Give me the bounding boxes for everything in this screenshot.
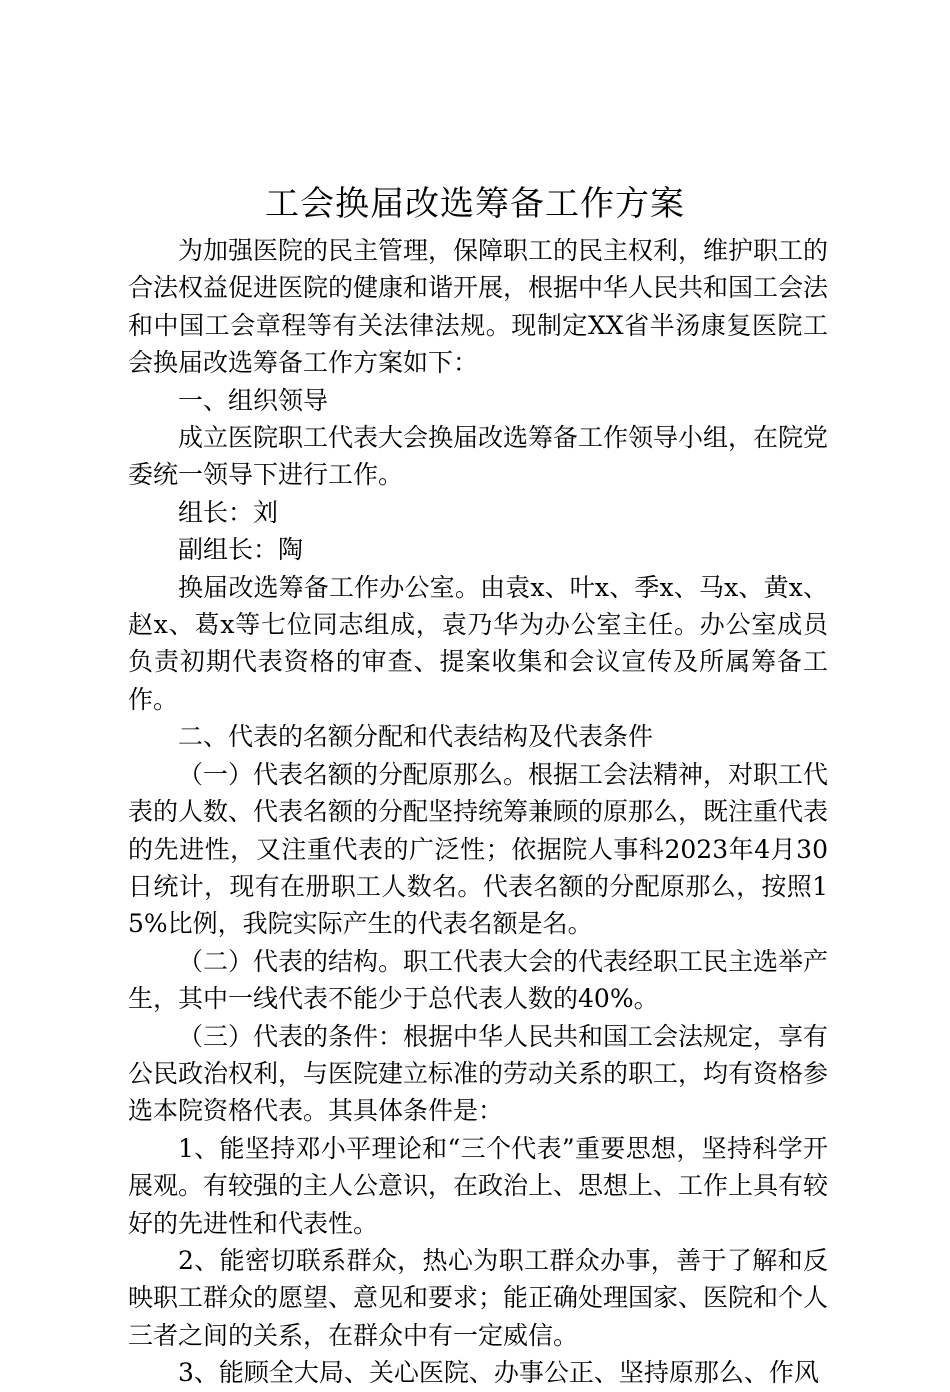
document-body <box>128 232 828 1392</box>
paragraph-leading-group: 成立医院职工代表大会换届改选筹备工作领导小组，在院党委统一领导下进行工作。 <box>128 423 829 490</box>
intro-paragraph: 为加强医院的民主管理，保障职工的民主权利，维护职工的合法权益促进医院的健康和谐开展，根据中华人民共和国工会法和中国工会章程等有关法律法规。现制定XX省半汤康复医院工会换届改选筹备工作方案如下： <box>128 236 829 378</box>
paragraph-quota-principle: （一）代表名额的分配原那么。根据工会法精神，对职工代表的人数、代表名额的分配坚持统筹兼顾的原那么，既注重代表的先进性，又注重代表的广泛性；依据院人事科2023年4月30日统计，现有在册职工人数名。代表名额的分配原那么，按照15%比例，我院实际产生的代表名额是名。 <box>128 759 829 939</box>
paragraph-office: 换届改选筹备工作办公室。由袁x、叶x、季x、马x、黄x、赵x、葛x等七位同志组成，袁乃华为办公室主任。办公室成员负责初期代表资格的审查、提案收集和会议宣传及所属筹备工作。 <box>128 572 828 714</box>
paragraph-deputy-leader: 副组长：陶 <box>178 535 304 565</box>
paragraph-structure: （二）代表的结构。职工代表大会的代表经职工民主选举产生，其中一线代表不能少于总代表人数的40%。 <box>128 946 829 1014</box>
paragraph-group-leader: 组长：刘 <box>178 497 279 527</box>
document-title: 工会换届改选筹备工作方案 <box>265 184 685 224</box>
section-heading-organization: 一、组织领导 <box>178 385 329 415</box>
paragraph-conditions: （三）代表的条件：根据中华人民共和国工会法规定，享有公民政治权利，与医院建立标准的劳动关系的职工，均有资格参选本院资格代表。其具体条件是： <box>128 1021 829 1126</box>
paragraph-condition-3: 3、能顾全大局、关心医院、办事公正、坚持原那么、作风 <box>178 1358 819 1388</box>
section-heading-representatives: 二、代表的名额分配和代表结构及代表条件 <box>178 722 654 752</box>
paragraph-condition-1: 1、能坚持邓小平理论和“三个代表”重要思想，坚持科学开展观。有较强的主人公意识，在政治上、思想上、工作上具有较好的先进性和代表性。 <box>128 1133 829 1238</box>
paragraph-condition-2: 2、能密切联系群众，热心为职工群众办事，善于了解和反映职工群众的愿望、意见和要求；能正确处理国家、医院和个人三者之间的关系，在群众中有一定威信。 <box>128 1245 829 1350</box>
